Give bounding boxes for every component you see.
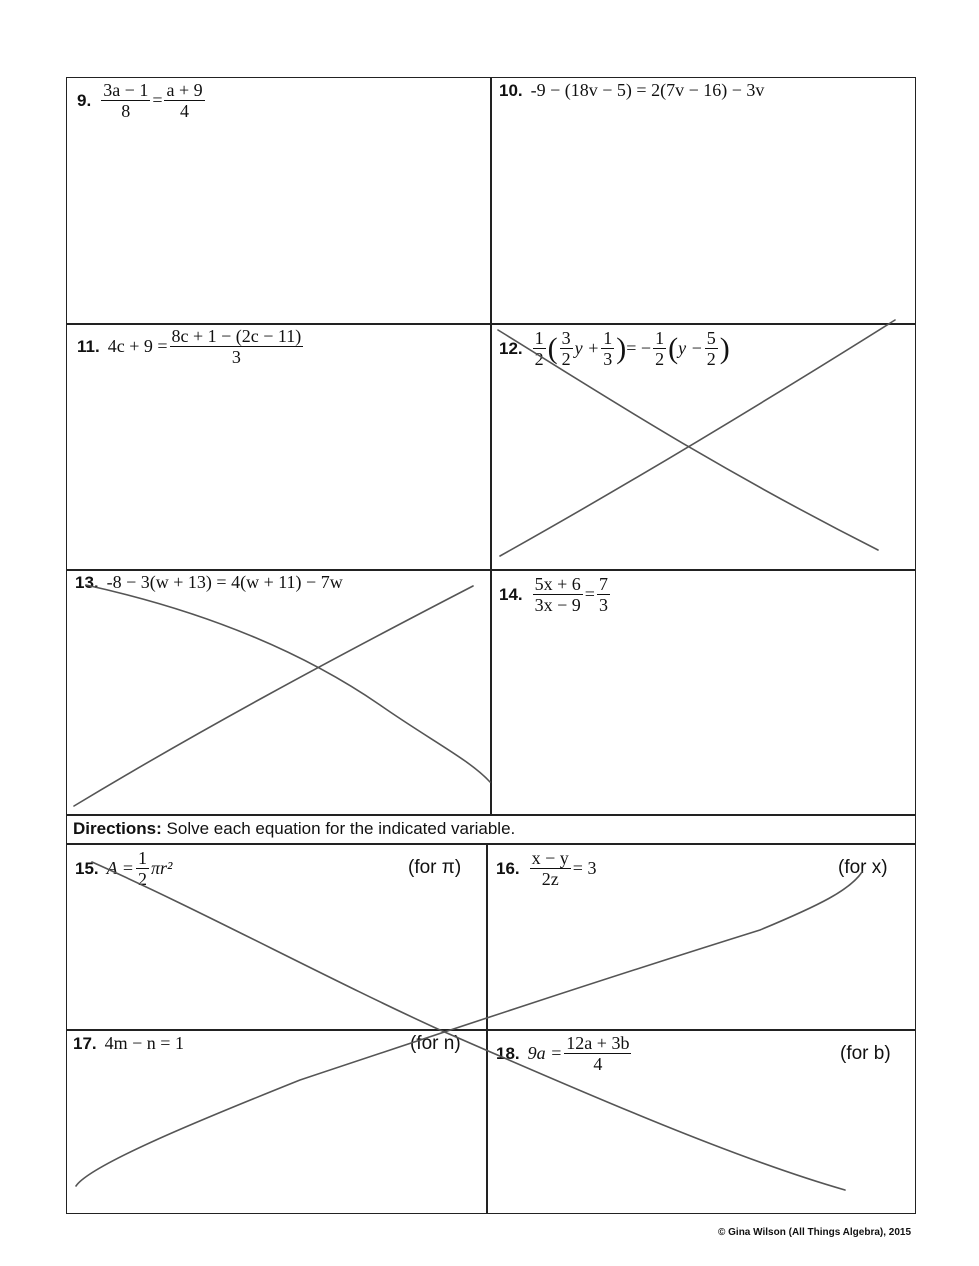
denominator: 2 — [534, 349, 544, 369]
term: y + — [574, 338, 600, 358]
cross-out-stroke — [498, 330, 878, 550]
denominator: 2 — [137, 869, 147, 889]
denominator: 8 — [121, 101, 131, 121]
numerator: 5 — [706, 328, 716, 348]
numerator: x − y — [531, 848, 569, 868]
left-side: 9a = — [527, 1043, 563, 1063]
numerator: 1 — [137, 848, 147, 868]
denominator: 2 — [561, 349, 571, 369]
problem-number: 15. — [75, 858, 99, 878]
numerator: 1 — [655, 328, 665, 348]
open-paren: ( — [547, 331, 558, 365]
denominator: 3x − 9 — [534, 595, 581, 615]
for-variable-label: (for x) — [838, 857, 888, 878]
denominator: 2 — [706, 349, 716, 369]
cross-out-stroke — [500, 320, 895, 556]
problem-number: 17. — [73, 1033, 97, 1053]
copyright: © Gina Wilson (All Things Algebra), 2015 — [718, 1227, 912, 1238]
left-side: 4c + 9 = — [107, 336, 168, 356]
close-paren: ) — [719, 331, 730, 365]
equals-sign: = − — [626, 338, 652, 358]
for-variable-label: (for b) — [840, 1043, 891, 1064]
equation: 4m − n = 1 — [104, 1033, 184, 1053]
equals-sign: = — [152, 90, 163, 110]
directions-text: Solve each equation for the indicated variable. — [166, 819, 516, 838]
numerator: 3a − 1 — [103, 80, 149, 100]
denominator: 2z — [541, 869, 559, 889]
denominator: 4 — [593, 1054, 603, 1074]
denominator: 4 — [180, 101, 190, 121]
open-paren: ( — [668, 331, 679, 365]
denominator: 3 — [598, 595, 608, 615]
for-variable-label: (for π) — [408, 857, 462, 878]
problem-number: 14. — [499, 584, 523, 604]
right-side: πr² — [150, 858, 173, 878]
for-variable-label: (for n) — [410, 1033, 461, 1054]
equation: -9 − (18v − 5) = 2(7v − 16) − 3v — [530, 80, 765, 100]
numerator: 1 — [534, 328, 544, 348]
problem-number: 12. — [499, 338, 523, 358]
problem-number: 18. — [496, 1043, 520, 1063]
numerator: 8c + 1 − (2c − 11) — [171, 326, 302, 346]
problem-number: 9. — [77, 90, 92, 110]
denominator: 3 — [231, 347, 241, 367]
numerator: 12a + 3b — [566, 1033, 630, 1053]
cross-out-stroke — [92, 862, 845, 1190]
problem-number: 10. — [499, 80, 523, 100]
numerator: 1 — [603, 328, 613, 348]
numerator: 7 — [598, 574, 608, 594]
equals-sign: = — [584, 584, 595, 604]
left-side: A = — [106, 858, 134, 878]
denominator: 3 — [603, 349, 613, 369]
problem-number: 13. — [75, 572, 99, 592]
right-side: = 3 — [572, 858, 597, 878]
numerator: 3 — [561, 328, 571, 348]
equation: -8 − 3(w + 13) = 4(w + 11) − 7w — [106, 572, 343, 592]
cross-out-stroke — [74, 586, 473, 806]
problem-number: 11. — [77, 336, 100, 356]
denominator: 2 — [655, 349, 665, 369]
problem-number: 16. — [496, 858, 520, 878]
numerator: a + 9 — [166, 80, 203, 100]
term: y − — [678, 338, 703, 358]
directions-label: Directions: — [73, 819, 162, 838]
close-paren: ) — [616, 331, 627, 365]
numerator: 5x + 6 — [534, 574, 581, 594]
cross-out-stroke — [76, 872, 862, 1186]
